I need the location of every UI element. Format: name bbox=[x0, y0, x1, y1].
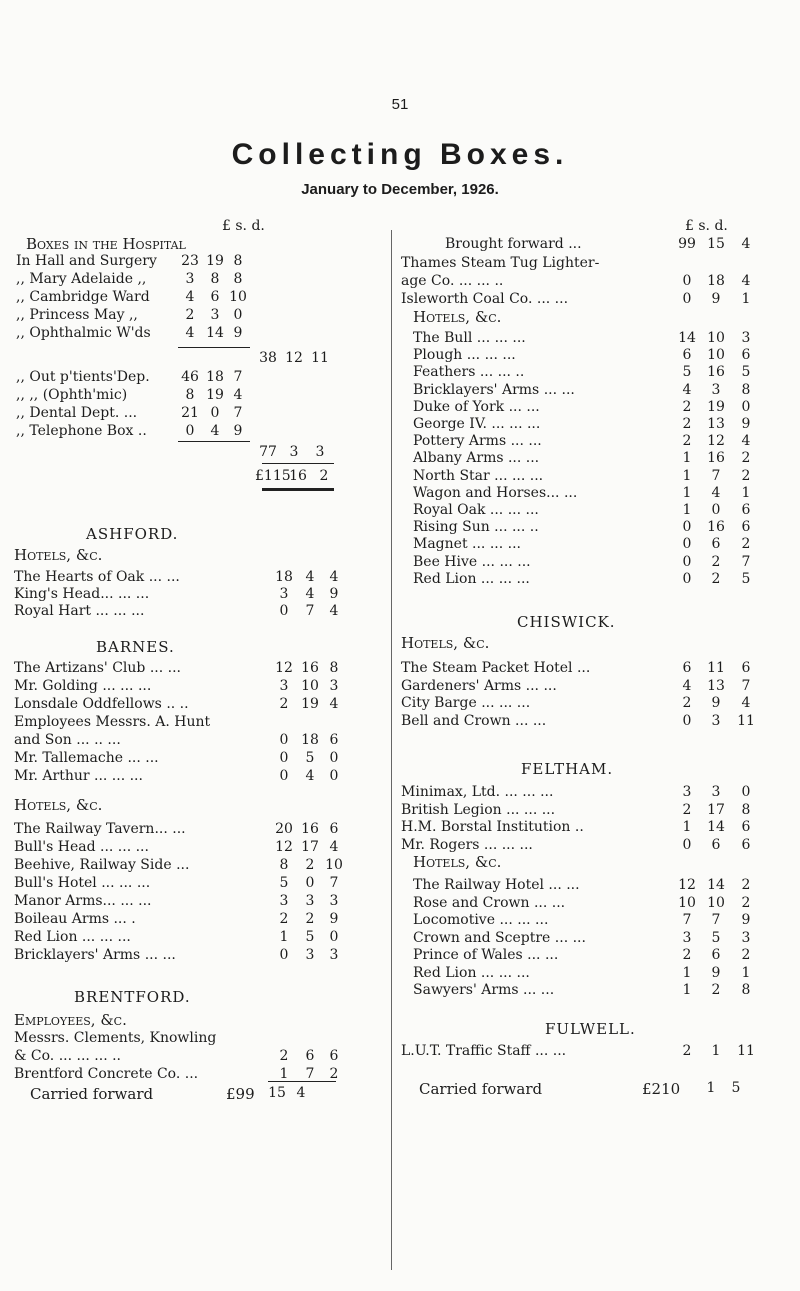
barnes-hotel-row-amount-d: 7 bbox=[329, 875, 339, 891]
hospital-subtotal-amount-d: 11 bbox=[311, 350, 329, 366]
hotel-row-amount-d: 2 bbox=[741, 450, 751, 467]
hotel-row-amount-l: 1 bbox=[682, 502, 692, 518]
hotel-row-amount-l: 5 bbox=[682, 364, 692, 381]
chiswick-row-label: City Barge ... ... ... bbox=[401, 695, 531, 711]
hospital-subtotal-amount-s: 3 bbox=[289, 444, 299, 460]
brentford-row-amount-s: 6 bbox=[305, 1048, 315, 1064]
hotel-row-amount-s: 2 bbox=[711, 553, 721, 570]
misc-row-amount-l: 0 bbox=[682, 273, 692, 289]
ashford-row-amount-d: 4 bbox=[329, 603, 339, 619]
hospital-row-amount-d: 8 bbox=[233, 253, 243, 269]
barnes-row-label: Mr. Tallemache ... ... bbox=[14, 750, 159, 766]
chiswick-row-amount-d: 11 bbox=[737, 712, 755, 729]
feltham-row-label: H.M. Borstal Institution .. bbox=[401, 819, 584, 835]
hospital-row-label: ,, ,, (Ophth'mic) bbox=[16, 387, 128, 403]
brentford-row-label: & Co. ... ... ... .. bbox=[14, 1048, 122, 1064]
hotel-row-amount-s: 16 bbox=[707, 364, 725, 381]
brentford-row-label: Brentford Concrete Co. ... bbox=[14, 1066, 199, 1082]
barnes-hotel-row-amount-d: 3 bbox=[329, 893, 339, 909]
barnes-hotel-row-amount-s: 3 bbox=[305, 893, 315, 909]
chiswick-place: CHISWICK. bbox=[517, 613, 616, 631]
chiswick-heading: Hotels, &c. bbox=[401, 634, 490, 652]
hospital-row-label: ,, Princess May ,, bbox=[16, 307, 138, 323]
hospital-subtotal-amount-s: 12 bbox=[285, 350, 303, 366]
chiswick-row-label: Bell and Crown ... ... bbox=[401, 712, 547, 729]
brought-forward-amount-s: 15 bbox=[707, 236, 725, 252]
barnes-hotel-row-amount-l: 20 bbox=[275, 821, 293, 837]
total-rule bbox=[262, 488, 334, 491]
feltham-hotel-row-amount-s: 2 bbox=[711, 982, 721, 998]
feltham-row-amount-d: 6 bbox=[741, 819, 751, 835]
feltham-hotel-row-amount-s: 5 bbox=[711, 929, 721, 946]
hotels-heading: Hotels, &c. bbox=[413, 308, 502, 326]
barnes-hotel-row-label: Bull's Head ... ... ... bbox=[14, 839, 149, 855]
barnes-row-amount-d: 4 bbox=[329, 696, 339, 712]
feltham-row-amount-l: 1 bbox=[682, 819, 692, 835]
hospital-row-amount-l: 0 bbox=[185, 423, 195, 439]
chiswick-row-amount-s: 13 bbox=[707, 677, 725, 694]
feltham-row-label: Mr. Rogers ... ... ... bbox=[401, 836, 533, 853]
ashford-row-amount-d: 4 bbox=[329, 569, 339, 585]
hotel-row-label: Bee Hive ... ... ... bbox=[413, 553, 531, 570]
barnes-row-label: Mr. Golding ... ... ... bbox=[14, 678, 152, 694]
barnes-hotel-row-label: Boileau Arms ... . bbox=[14, 911, 136, 927]
hospital-row-amount-s: 8 bbox=[210, 271, 220, 287]
subtotal-rule bbox=[178, 347, 250, 348]
hotel-row-amount-s: 10 bbox=[707, 347, 725, 364]
hospital-row-amount-s: 14 bbox=[206, 325, 224, 341]
feltham-hotel-row-amount-d: 2 bbox=[741, 877, 751, 893]
barnes-row-amount-s: 10 bbox=[301, 678, 319, 694]
brentford-row-amount-l: 2 bbox=[279, 1048, 289, 1064]
barnes-hotel-row-amount-s: 17 bbox=[301, 839, 319, 855]
barnes-heading: Hotels, &c. bbox=[14, 796, 103, 814]
barnes-hotel-row-label: The Railway Tavern... ... bbox=[14, 821, 186, 837]
feltham-row-amount-l: 3 bbox=[682, 784, 692, 800]
chiswick-row-amount-d: 6 bbox=[741, 660, 751, 676]
column-divider bbox=[391, 230, 392, 1270]
chiswick-row-amount-l: 2 bbox=[682, 695, 692, 711]
hotel-row-amount-l: 2 bbox=[682, 398, 692, 415]
barnes-row-label: Employees Messrs. A. Hunt bbox=[14, 714, 211, 730]
misc-row-amount-d: 1 bbox=[741, 291, 751, 307]
hotel-row-label: The Bull ... ... ... bbox=[413, 330, 526, 346]
feltham-hotel-row-amount-l: 7 bbox=[682, 912, 692, 928]
subtotal-rule bbox=[178, 441, 250, 442]
fulwell-row-label: L.U.T. Traffic Staff ... ... bbox=[401, 1043, 567, 1059]
left-column bbox=[0, 0, 390, 1291]
barnes-hotel-row-label: Bull's Hotel ... ... ... bbox=[14, 875, 151, 891]
hotel-row-amount-l: 2 bbox=[682, 416, 692, 432]
feltham-row-amount-s: 3 bbox=[711, 784, 721, 800]
hotel-row-amount-d: 7 bbox=[741, 553, 751, 570]
carried-forward-label: Carried forward bbox=[419, 1080, 543, 1098]
fulwell-row-amount-d: 11 bbox=[737, 1043, 755, 1059]
hotel-row-amount-s: 19 bbox=[707, 398, 725, 415]
hospital-row-amount-s: 0 bbox=[210, 405, 220, 421]
barnes-hotel-row-amount-l: 3 bbox=[279, 893, 289, 909]
hotel-row-amount-d: 6 bbox=[741, 502, 751, 518]
right-column bbox=[395, 0, 800, 1291]
hotel-row-amount-d: 6 bbox=[741, 347, 751, 364]
hotel-row-label: Feathers ... ... .. bbox=[413, 364, 525, 381]
hospital-row-label: ,, Ophthalmic W'ds bbox=[16, 325, 151, 341]
hotel-row-amount-d: 4 bbox=[741, 433, 751, 450]
feltham-row-amount-s: 6 bbox=[711, 836, 721, 853]
barnes-hotel-row-amount-d: 6 bbox=[329, 821, 339, 837]
hotel-row-amount-d: 2 bbox=[741, 467, 751, 484]
total-rule bbox=[262, 463, 334, 464]
misc-row-amount-s: 18 bbox=[707, 273, 725, 289]
hospital-row-amount-l: 21 bbox=[181, 405, 199, 421]
chiswick-row-amount-d: 4 bbox=[741, 695, 751, 711]
carried-forward-amount-d: 5 bbox=[731, 1080, 741, 1096]
ashford-row-amount-d: 9 bbox=[329, 586, 339, 602]
barnes-hotel-row-label: Manor Arms... ... ... bbox=[14, 893, 152, 909]
hotel-row-label: Plough ... ... ... bbox=[413, 347, 516, 364]
hotel-row-amount-l: 1 bbox=[682, 450, 692, 467]
hotel-row-amount-s: 2 bbox=[711, 570, 721, 587]
barnes-hotel-row-amount-s: 16 bbox=[301, 821, 319, 837]
barnes-hotel-row-amount-l: 0 bbox=[279, 947, 289, 963]
hospital-row-label: ,, Cambridge Ward bbox=[16, 289, 150, 305]
feltham-hotel-row-amount-s: 10 bbox=[707, 894, 725, 911]
brentford-place: BRENTFORD. bbox=[74, 988, 191, 1006]
carried-rule bbox=[268, 1081, 336, 1082]
feltham-hotel-row-label: Prince of Wales ... ... bbox=[413, 947, 559, 963]
hospital-row-amount-s: 18 bbox=[206, 369, 224, 385]
barnes-row-label: and Son ... .. ... bbox=[14, 732, 121, 748]
ashford-row-label: King's Head... ... ... bbox=[14, 586, 150, 602]
barnes-row-amount-l: 3 bbox=[279, 678, 289, 694]
chiswick-row-label: The Steam Packet Hotel ... bbox=[401, 660, 591, 676]
barnes-hotel-row-amount-s: 5 bbox=[305, 929, 315, 945]
hotel-row-amount-l: 1 bbox=[682, 484, 692, 501]
feltham-row-amount-s: 14 bbox=[707, 819, 725, 835]
barnes-row-label: Mr. Arthur ... ... ... bbox=[14, 768, 143, 784]
chiswick-row-amount-d: 7 bbox=[741, 677, 751, 694]
hotel-row-amount-s: 10 bbox=[707, 330, 725, 346]
brentford-row-label: Messrs. Clements, Knowling bbox=[14, 1030, 217, 1046]
hotel-row-amount-l: 0 bbox=[682, 570, 692, 587]
barnes-row-amount-d: 3 bbox=[329, 678, 339, 694]
brentford-heading: Employees, &c. bbox=[14, 1011, 127, 1029]
barnes-row-amount-s: 19 bbox=[301, 696, 319, 712]
hospital-row-amount-s: 19 bbox=[206, 253, 224, 269]
feltham-hotel-row-amount-l: 3 bbox=[682, 929, 692, 946]
feltham-row-amount-d: 8 bbox=[741, 801, 751, 818]
hospital-row-amount-l: 23 bbox=[181, 253, 199, 269]
hotel-row-label: Duke of York ... ... bbox=[413, 398, 540, 415]
barnes-hotel-row-amount-s: 0 bbox=[305, 875, 315, 891]
hotel-row-amount-s: 0 bbox=[711, 502, 721, 518]
carried-forward-amount-l: £99 bbox=[226, 1085, 255, 1103]
feltham-hotel-row-label: Locomotive ... ... ... bbox=[413, 912, 549, 928]
hotel-row-amount-s: 16 bbox=[707, 519, 725, 536]
hotel-row-label: Wagon and Horses... ... bbox=[413, 484, 578, 501]
hotel-row-amount-s: 3 bbox=[711, 381, 721, 398]
feltham-heading: Hotels, &c. bbox=[413, 853, 502, 871]
currency-heads-left: £ s. d. bbox=[222, 218, 265, 234]
feltham-hotel-row-amount-l: 1 bbox=[682, 964, 692, 981]
misc-row-amount-s: 9 bbox=[711, 291, 721, 307]
hotel-row-amount-d: 9 bbox=[741, 416, 751, 432]
hotel-row-label: Rising Sun ... ... .. bbox=[413, 519, 539, 536]
barnes-hotel-row-label: Beehive, Railway Side ... bbox=[14, 857, 190, 873]
hotel-row-amount-s: 7 bbox=[711, 467, 721, 484]
hotel-row-label: George IV. ... ... ... bbox=[413, 416, 541, 432]
misc-row-label: Isleworth Coal Co. ... ... bbox=[401, 291, 569, 307]
feltham-row-amount-d: 0 bbox=[741, 784, 751, 800]
ashford-row-label: The Hearts of Oak ... ... bbox=[14, 569, 180, 585]
ashford-row-amount-s: 7 bbox=[305, 603, 315, 619]
feltham-hotel-row-amount-d: 9 bbox=[741, 912, 751, 928]
hospital-row-label: ,, Dental Dept. ... bbox=[16, 405, 138, 421]
hospital-row-amount-l: 2 bbox=[185, 307, 195, 323]
feltham-hotel-row-amount-d: 2 bbox=[741, 947, 751, 963]
currency-heads-right: £ s. d. bbox=[685, 218, 728, 234]
barnes-hotel-row-amount-l: 8 bbox=[279, 857, 289, 873]
barnes-row-label: The Artizans' Club ... ... bbox=[14, 660, 181, 676]
hotel-row-amount-d: 5 bbox=[741, 570, 751, 587]
barnes-hotel-row-amount-l: 5 bbox=[279, 875, 289, 891]
feltham-hotel-row-amount-l: 2 bbox=[682, 947, 692, 963]
hospital-row-label: ,, Mary Adelaide ,, bbox=[16, 271, 147, 287]
hotel-row-amount-d: 1 bbox=[741, 484, 751, 501]
page-subtitle: January to December, 1926. bbox=[301, 181, 499, 198]
barnes-row-label: Lonsdale Oddfellows .. .. bbox=[14, 696, 189, 712]
barnes-hotel-row-label: Bricklayers' Arms ... ... bbox=[14, 947, 176, 963]
hospital-row-amount-l: 4 bbox=[185, 289, 195, 305]
feltham-hotel-row-amount-l: 10 bbox=[678, 894, 696, 911]
feltham-hotel-row-label: Rose and Crown ... ... bbox=[413, 894, 566, 911]
brentford-row-amount-s: 7 bbox=[305, 1066, 315, 1082]
misc-row-amount-d: 4 bbox=[741, 273, 751, 289]
hospital-subtotal-amount-l: 38 bbox=[259, 350, 277, 366]
hotel-row-amount-d: 8 bbox=[741, 381, 751, 398]
feltham-row-label: Minimax, Ltd. ... ... ... bbox=[401, 784, 554, 800]
hotel-row-amount-l: 4 bbox=[682, 381, 692, 398]
ashford-row-amount-s: 4 bbox=[305, 586, 315, 602]
ashford-row-amount-s: 4 bbox=[305, 569, 315, 585]
brought-forward-amount-l: 99 bbox=[678, 236, 696, 252]
feltham-hotel-row-label: Sawyers' Arms ... ... bbox=[413, 982, 555, 998]
barnes-place: BARNES. bbox=[96, 638, 175, 656]
brentford-row-amount-d: 6 bbox=[329, 1048, 339, 1064]
hospital-row-amount-l: 8 bbox=[185, 387, 195, 403]
barnes-row-amount-l: 0 bbox=[279, 732, 289, 748]
barnes-hotel-row-amount-l: 1 bbox=[279, 929, 289, 945]
fulwell-place: FULWELL. bbox=[545, 1020, 636, 1038]
carried-forward-amount-s: 1 bbox=[706, 1080, 716, 1096]
hospital-row-label: ,, Out p'tients'Dep. bbox=[16, 369, 150, 385]
feltham-hotel-row-amount-s: 6 bbox=[711, 947, 721, 963]
barnes-hotel-row-amount-d: 10 bbox=[325, 857, 343, 873]
ashford-row-label: Royal Hart ... ... ... bbox=[14, 603, 145, 619]
hotel-row-amount-s: 12 bbox=[707, 433, 725, 450]
barnes-row-amount-l: 0 bbox=[279, 768, 289, 784]
hospital-row-amount-l: 4 bbox=[185, 325, 195, 341]
feltham-hotel-row-amount-l: 1 bbox=[682, 982, 692, 998]
feltham-hotel-row-amount-s: 9 bbox=[711, 964, 721, 981]
hotel-row-amount-d: 2 bbox=[741, 536, 751, 553]
chiswick-row-label: Gardeners' Arms ... ... bbox=[401, 677, 557, 694]
barnes-hotel-row-amount-d: 9 bbox=[329, 911, 339, 927]
hotel-row-label: Pottery Arms ... ... bbox=[413, 433, 542, 450]
barnes-row-amount-d: 8 bbox=[329, 660, 339, 676]
hospital-row-amount-l: 46 bbox=[181, 369, 199, 385]
chiswick-row-amount-s: 3 bbox=[711, 712, 721, 729]
barnes-row-amount-d: 6 bbox=[329, 732, 339, 748]
feltham-hotel-row-amount-l: 12 bbox=[678, 877, 696, 893]
hospital-subtotal-amount-l: 77 bbox=[259, 444, 277, 460]
barnes-row-amount-s: 18 bbox=[301, 732, 319, 748]
hospital-row-amount-d: 10 bbox=[229, 289, 247, 305]
hotel-row-amount-s: 6 bbox=[711, 536, 721, 553]
hospital-row-amount-s: 3 bbox=[210, 307, 220, 323]
hotel-row-amount-l: 2 bbox=[682, 433, 692, 450]
barnes-hotel-row-amount-d: 4 bbox=[329, 839, 339, 855]
barnes-row-amount-d: 0 bbox=[329, 768, 339, 784]
barnes-hotel-row-amount-d: 3 bbox=[329, 947, 339, 963]
hotel-row-label: North Star ... ... ... bbox=[413, 467, 544, 484]
hospital-row-amount-d: 7 bbox=[233, 369, 243, 385]
hotel-row-amount-l: 6 bbox=[682, 347, 692, 364]
hotel-row-amount-s: 13 bbox=[707, 416, 725, 432]
carried-forward-amount-l: £210 bbox=[642, 1080, 681, 1098]
hospital-row-amount-d: 8 bbox=[233, 271, 243, 287]
feltham-hotel-row-amount-d: 3 bbox=[741, 929, 751, 946]
ashford-heading: Hotels, &c. bbox=[14, 546, 103, 564]
hospital-row-label: ,, Telephone Box .. bbox=[16, 423, 147, 439]
misc-row-amount-l: 0 bbox=[682, 291, 692, 307]
feltham-hotel-row-label: Crown and Sceptre ... ... bbox=[413, 929, 586, 946]
hotel-row-amount-d: 5 bbox=[741, 364, 751, 381]
hospital-row-amount-l: 3 bbox=[185, 271, 195, 287]
brought-forward-label: Brought forward ... bbox=[445, 236, 582, 252]
barnes-row-amount-l: 0 bbox=[279, 750, 289, 766]
hotel-row-amount-d: 3 bbox=[741, 330, 751, 346]
hospital-row-amount-d: 9 bbox=[233, 325, 243, 341]
misc-row-label: age Co. ... ... .. bbox=[401, 273, 504, 289]
feltham-row-amount-l: 0 bbox=[682, 836, 692, 853]
barnes-hotel-row-label: Red Lion ... ... ... bbox=[14, 929, 131, 945]
feltham-row-amount-d: 6 bbox=[741, 836, 751, 853]
chiswick-row-amount-l: 0 bbox=[682, 712, 692, 729]
feltham-hotel-row-amount-s: 14 bbox=[707, 877, 725, 893]
feltham-hotel-row-amount-s: 7 bbox=[711, 912, 721, 928]
chiswick-row-amount-s: 9 bbox=[711, 695, 721, 711]
hotel-row-amount-l: 0 bbox=[682, 553, 692, 570]
hospital-subtotal-amount-d: 3 bbox=[315, 444, 325, 460]
brought-forward-amount-d: 4 bbox=[741, 236, 751, 252]
feltham-hotel-row-amount-d: 1 bbox=[741, 964, 751, 981]
hotel-row-amount-d: 0 bbox=[741, 398, 751, 415]
hotel-row-amount-d: 6 bbox=[741, 519, 751, 536]
chiswick-row-amount-l: 6 bbox=[682, 660, 692, 676]
hospital-row-amount-s: 19 bbox=[206, 387, 224, 403]
feltham-hotel-row-label: Red Lion ... ... ... bbox=[413, 964, 530, 981]
feltham-hotel-row-label: The Railway Hotel ... ... bbox=[413, 877, 580, 893]
page-title: Collecting Boxes. bbox=[231, 138, 569, 171]
hospital-row-amount-d: 9 bbox=[233, 423, 243, 439]
hotel-row-label: Albany Arms ... ... bbox=[413, 450, 540, 467]
hotel-row-label: Bricklayers' Arms ... ... bbox=[413, 381, 575, 398]
hospital-row-amount-d: 7 bbox=[233, 405, 243, 421]
feltham-hotel-row-amount-d: 2 bbox=[741, 894, 751, 911]
ashford-row-amount-l: 0 bbox=[279, 603, 289, 619]
hotel-row-label: Royal Oak ... ... ... bbox=[413, 502, 539, 518]
barnes-hotel-row-amount-l: 12 bbox=[275, 839, 293, 855]
hotel-row-amount-s: 4 bbox=[711, 484, 721, 501]
hotel-row-label: Red Lion ... ... ... bbox=[413, 570, 530, 587]
brentford-row-amount-d: 2 bbox=[329, 1066, 339, 1082]
carried-forward-amount-s: 15 bbox=[268, 1085, 286, 1101]
ashford-row-amount-l: 18 bbox=[275, 569, 293, 585]
hospital-total-amount-d: 2 bbox=[319, 468, 329, 484]
barnes-row-amount-s: 4 bbox=[305, 768, 315, 784]
barnes-row-amount-d: 0 bbox=[329, 750, 339, 766]
feltham-row-amount-l: 2 bbox=[682, 801, 692, 818]
barnes-hotel-row-amount-l: 2 bbox=[279, 911, 289, 927]
fulwell-row-amount-s: 1 bbox=[711, 1043, 721, 1059]
page-number: 51 bbox=[391, 96, 409, 113]
misc-row-label: Thames Steam Tug Lighter- bbox=[401, 255, 600, 271]
hospital-row-label: In Hall and Surgery bbox=[16, 253, 157, 269]
hotel-row-amount-s: 16 bbox=[707, 450, 725, 467]
ashford-row-amount-l: 3 bbox=[279, 586, 289, 602]
chiswick-row-amount-l: 4 bbox=[682, 677, 692, 694]
brentford-row-amount-l: 1 bbox=[279, 1066, 289, 1082]
hospital-row-amount-d: 4 bbox=[233, 387, 243, 403]
ashford-place: ASHFORD. bbox=[86, 525, 179, 543]
hotel-row-amount-l: 14 bbox=[678, 330, 696, 346]
hospital-row-amount-d: 0 bbox=[233, 307, 243, 323]
barnes-row-amount-s: 16 bbox=[301, 660, 319, 676]
fulwell-row-amount-l: 2 bbox=[682, 1043, 692, 1059]
feltham-row-amount-s: 17 bbox=[707, 801, 725, 818]
hotel-row-amount-l: 0 bbox=[682, 519, 692, 536]
hotel-row-amount-l: 0 bbox=[682, 536, 692, 553]
feltham-hotel-row-amount-d: 8 bbox=[741, 982, 751, 998]
barnes-hotel-row-amount-s: 2 bbox=[305, 911, 315, 927]
barnes-hotel-row-amount-s: 2 bbox=[305, 857, 315, 873]
hospital-row-amount-s: 4 bbox=[210, 423, 220, 439]
feltham-place: FELTHAM. bbox=[521, 760, 614, 778]
barnes-hotel-row-amount-s: 3 bbox=[305, 947, 315, 963]
hotel-row-amount-l: 1 bbox=[682, 467, 692, 484]
hospital-total-amount-s: 16 bbox=[289, 468, 307, 484]
chiswick-row-amount-s: 11 bbox=[707, 660, 725, 676]
barnes-row-amount-l: 12 bbox=[275, 660, 293, 676]
hospital-row-amount-s: 6 bbox=[210, 289, 220, 305]
carried-forward-label: Carried forward bbox=[30, 1085, 154, 1103]
carried-forward-amount-d: 4 bbox=[296, 1085, 306, 1101]
feltham-row-label: British Legion ... ... ... bbox=[401, 801, 556, 818]
hospital-total-amount-l: £115 bbox=[255, 468, 291, 484]
barnes-row-amount-s: 5 bbox=[305, 750, 315, 766]
hospital-heading: Boxes in the Hospital bbox=[26, 235, 186, 253]
barnes-row-amount-l: 2 bbox=[279, 696, 289, 712]
barnes-hotel-row-amount-d: 0 bbox=[329, 929, 339, 945]
hotel-row-label: Magnet ... ... ... bbox=[413, 536, 521, 553]
